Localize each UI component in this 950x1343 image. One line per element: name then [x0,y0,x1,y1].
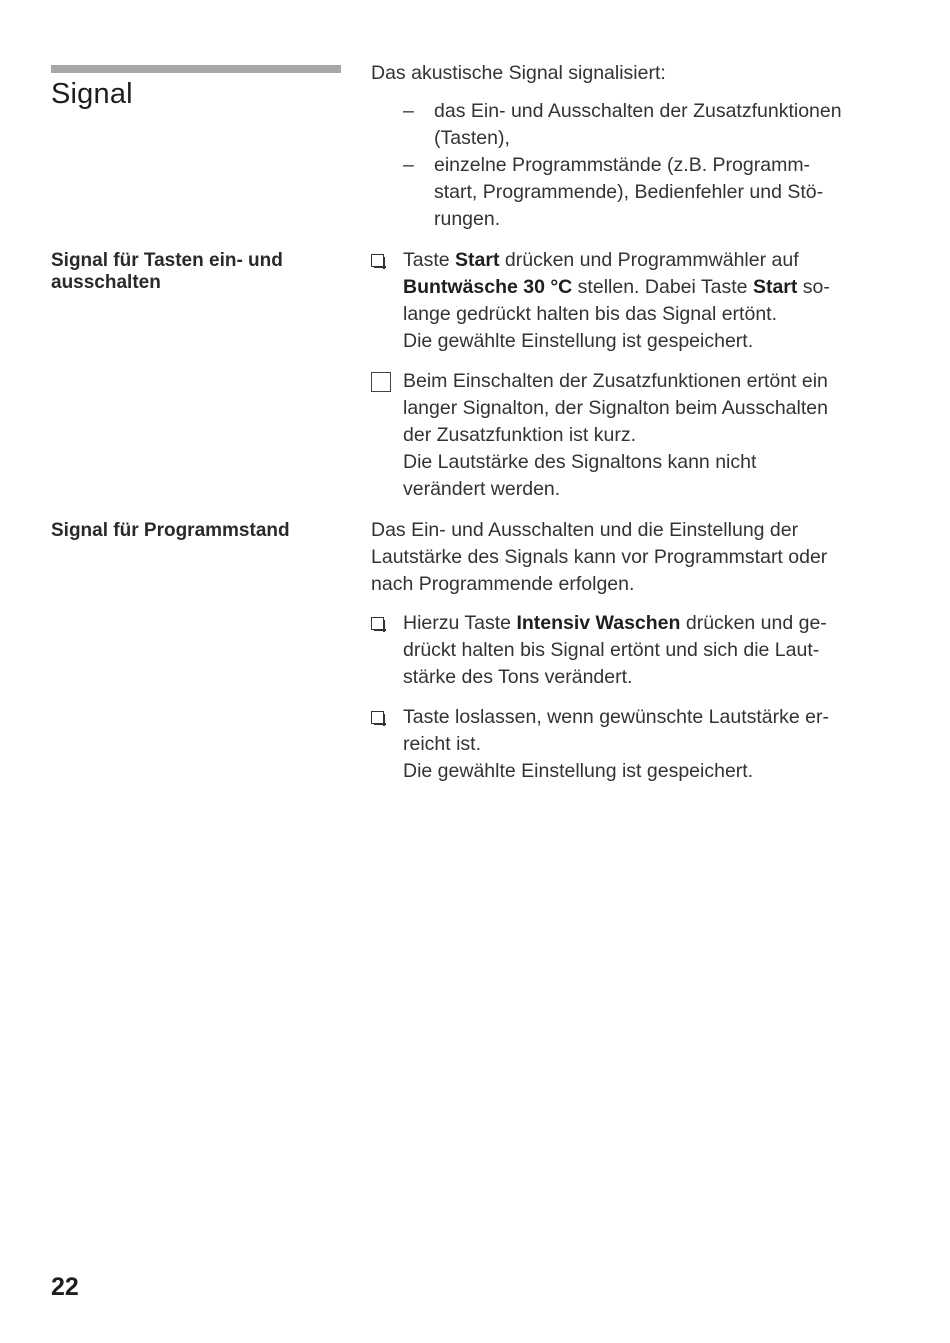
dash-item-line: start, Programmende), Bedienfehler und Stö- [434,181,824,203]
step-text: drücken und ge- [680,612,827,634]
intro-line: Lautstärke des Signals kann vor Programmstart oder [371,546,828,568]
dash-item [371,98,906,152]
step-text: Taste [403,249,456,271]
dash-marker: – [403,154,414,176]
intro-lead: Das akustische Signal signalisiert: [371,62,666,84]
dash-item-line: (Tasten), [434,127,510,149]
step-text: stellen. Dabei Taste [572,276,753,298]
step-result: Die gewählte Einstellung ist gespeichert. [403,330,754,352]
checkbox-icon [371,617,384,630]
dash-item-line: das Ein- und Ausschalten der Zusatzfunktionen [434,100,842,122]
section-heading-line: Signal für Tasten ein- und [51,250,283,271]
note-icon [371,372,391,392]
section-heading-button-signal [51,250,341,294]
step-text: so- [797,276,830,298]
page-title: Signal [51,78,133,110]
step-text: Hierzu Taste [403,612,517,634]
note-text: Beim Einschalten der Zusatzfunktionen ertönt ein [403,370,828,392]
page-number: 22 [51,1273,79,1301]
note-text: langer Signalton, der Signalton beim Ausschalten [403,397,828,419]
note-text: der Zusatzfunktion ist kurz. [403,424,637,446]
section1-body [371,247,906,503]
step-text: reicht ist. [403,733,482,755]
step-item [371,247,906,355]
dash-marker: – [403,100,414,122]
program-name: Buntwäsche 30 °C [403,276,573,298]
step-item [371,610,906,691]
step-text: drückt halten bis Signal ertönt und sich die Laut- [403,639,820,661]
note-item [371,368,906,503]
section-heading-program-signal: Signal für Programmstand [51,520,290,541]
title-rule [51,65,341,73]
button-name-start: Start [752,276,798,298]
checkbox-icon [371,711,384,724]
step-result: Die gewählte Einstellung ist gespeichert. [403,760,754,782]
button-name-start: Start [455,249,500,271]
note-text: Die Lautstärke des Signaltons kann nicht [403,451,757,473]
step-item [371,704,906,785]
dash-item-line: einzelne Programmstände (z.B. Programm- [434,154,811,176]
step-text: drücken und Programmwähler auf [499,249,799,271]
note-text: verändert werden. [403,478,561,500]
intro-block [371,60,906,233]
section2-intro [371,517,906,598]
section2-body [371,517,906,785]
dash-item [371,152,906,233]
step-text: stärke des Tons verändert. [403,666,633,688]
section-heading-line: ausschalten [51,272,161,293]
dash-item-line: rungen. [434,208,501,230]
step-text: lange gedrückt halten bis das Signal ertönt. [403,303,777,325]
checkbox-icon [371,254,384,267]
intro-dash-list [371,98,906,233]
intro-line: Das Ein- und Ausschalten und die Einstellung der [371,519,799,541]
step-text: Taste loslassen, wenn gewünschte Lautstärke er- [403,706,829,728]
intro-line: nach Programmende erfolgen. [371,573,635,595]
button-name-intensive: Intensiv Waschen [516,612,681,634]
